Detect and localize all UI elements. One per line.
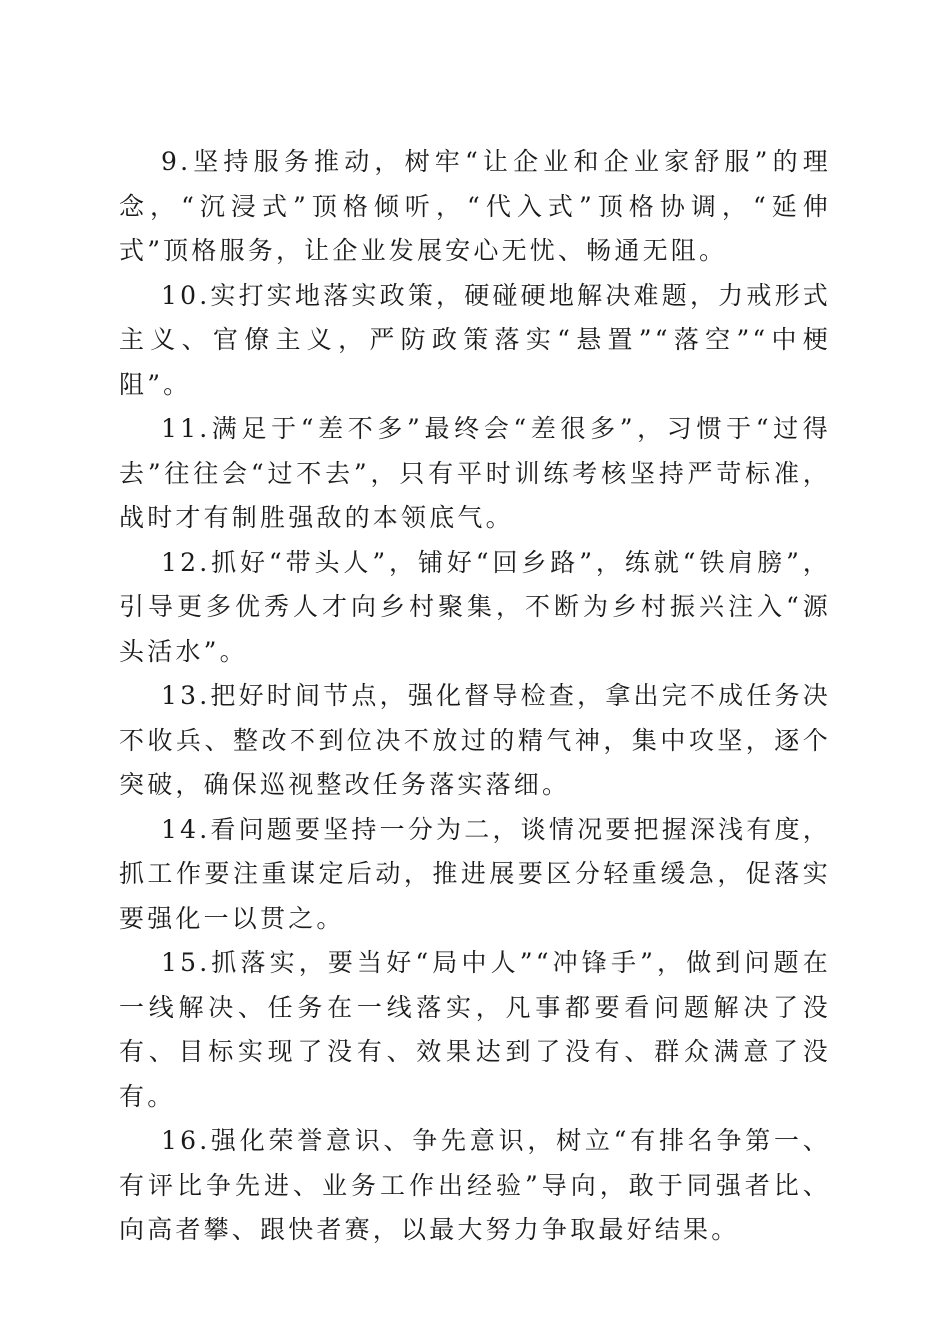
paragraph-15: 15.抓落实，要当好“局中人”“冲锋手”，做到问题在一线解决、任务在一线落实，凡事都要看问题解决了没有、目标实现了没有、效果达到了没有、群众满意了没有。 [119,948,831,1111]
paragraph-9: 9.坚持服务推动，树牢“让企业和企业家舒服”的理念，“沉浸式”顶格倾听，“代入式”顶格协调，“延伸式”顶格服务，让企业发展安心无忧、畅通无阻。 [119,147,831,265]
paragraph-13: 13.把好时间节点，强化督导检查，拿出完不成任务决不收兵、整改不到位决不放过的精气神，集中攻坚，逐个突破，确保巡视整改任务落实落细。 [119,681,831,799]
paragraph-12: 12.抓好“带头人”，铺好“回乡路”，练就“铁肩膀”，引导更多优秀人才向乡村聚集，不断为乡村振兴注入“源头活水”。 [119,547,831,666]
paragraph-14: 14.看问题要坚持一分为二，谈情况要把握深浅有度，抓工作要注重谋定后动，推进展要区分轻重缓急，促落实要强化一以贯之。 [119,814,831,933]
paragraph-16: 16.强化荣誉意识、争先意识，树立“有排名争第一、有评比争先进、业务工作出经验”导向，敢于同强者比、向高者攀、跟快者赛，以最大努力争取最好结果。 [119,1126,831,1244]
paragraph-11: 11.满足于“差不多”最终会“差很多”，习惯于“过得去”往往会“过不去”，只有平时训练考核坚持严苛标准，战时才有制胜强敌的本领底气。 [119,414,831,532]
paragraph-10: 10.实打实地落实政策，硬碰硬地解决难题，力戒形式主义、官僚主义，严防政策落实“悬置”“落空”“中梗阻”。 [119,280,831,399]
document-body [119,140,831,1253]
